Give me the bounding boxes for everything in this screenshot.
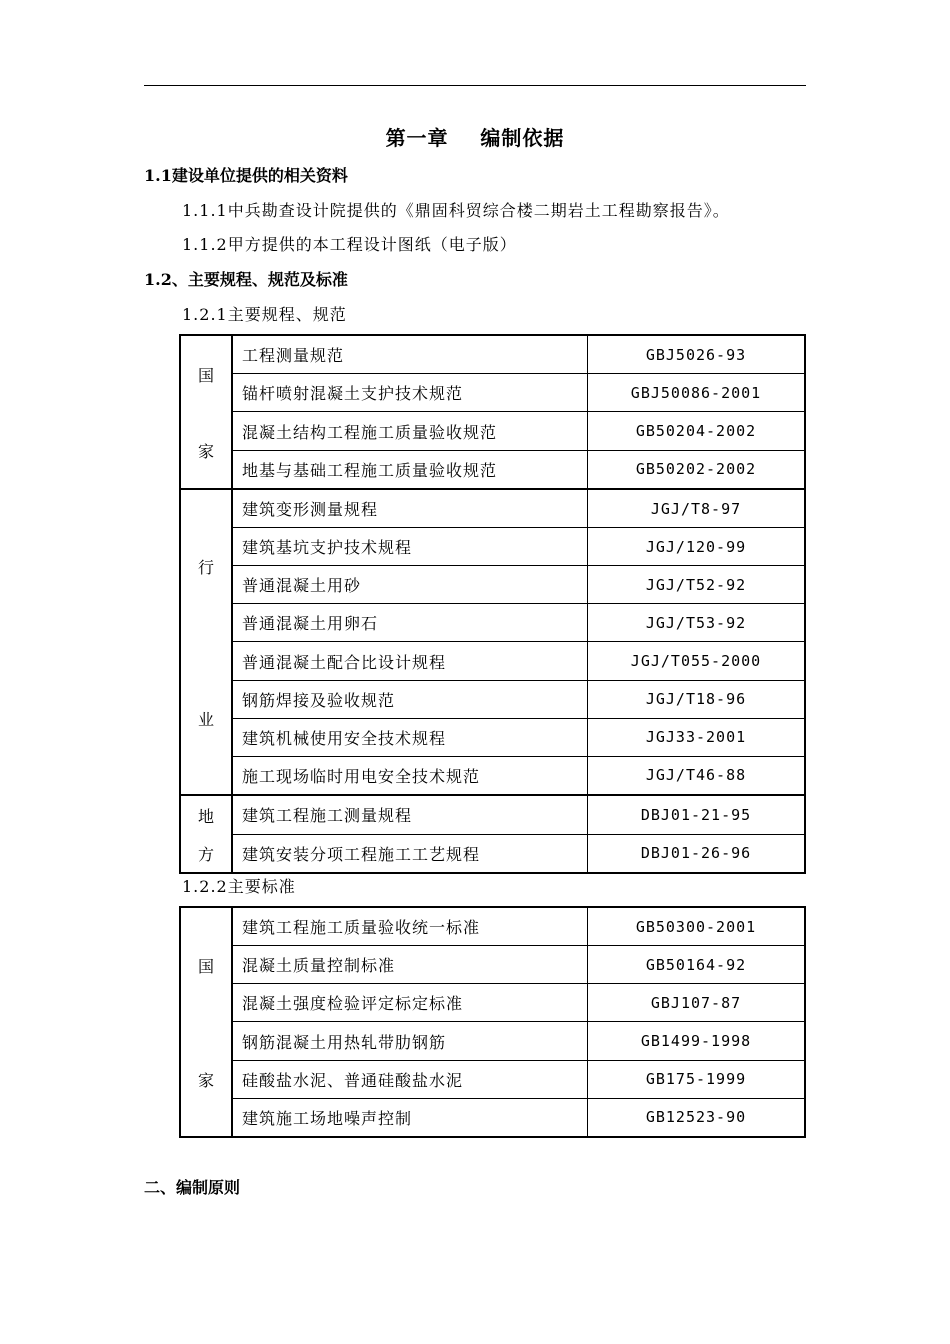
standard-name: 混凝土结构工程施工质量验收规范 [232, 412, 588, 450]
standard-code: JGJ/T8-97 [588, 489, 806, 528]
standard-code: DBJ01-26-96 [588, 834, 806, 873]
standard-name: 硅酸盐水泥、普通硅酸盐水泥 [232, 1060, 588, 1098]
standard-name: 普通混凝土配合比设计规程 [232, 642, 588, 680]
standard-name: 混凝土强度检验评定标定标准 [232, 984, 588, 1022]
standards-table [179, 906, 806, 1138]
chapter-title: 第一章 编制依据 [385, 126, 565, 150]
standard-code: GB50300-2001 [588, 907, 806, 946]
standard-name: 锚杆喷射混凝土支护技术规范 [232, 374, 588, 412]
table-row [180, 680, 805, 718]
standard-code: GB50164-92 [588, 946, 806, 984]
category-cell [180, 795, 232, 873]
standard-code: GB175-1999 [588, 1060, 806, 1098]
category-char: 方 [197, 844, 214, 864]
table-row [180, 756, 805, 795]
standard-name: 建筑安装分项工程施工工艺规程 [232, 834, 588, 873]
table-row [180, 450, 805, 489]
standard-name: 普通混凝土用砂 [232, 566, 588, 604]
table-row [180, 1022, 805, 1060]
standard-code: JGJ/T055-2000 [588, 642, 806, 680]
category-char: 家 [197, 441, 214, 461]
category-cell [180, 335, 232, 489]
subsection-heading-1-2-2: 1.2.2主要标准 [182, 877, 296, 896]
section-heading-1-2: 1.2、主要规程、规范及标准 [144, 270, 348, 289]
table-row [180, 984, 805, 1022]
category-char: 国 [197, 365, 214, 385]
section-heading-1-1: 1.1建设单位提供的相关资料 [144, 166, 348, 185]
category-char: 家 [197, 1070, 214, 1090]
header-rule [144, 85, 806, 86]
standard-code: GBJ5026-93 [588, 335, 806, 374]
section-heading-2: 二、编制原则 [144, 1178, 241, 1197]
table-row [180, 642, 805, 680]
standard-code: JGJ33-2001 [588, 718, 806, 756]
standard-name: 建筑工程施工测量规程 [232, 795, 588, 834]
standard-name: 普通混凝土用卵石 [232, 604, 588, 642]
table-row [180, 335, 805, 374]
standard-code: JGJ/T53-92 [588, 604, 806, 642]
table-row [180, 718, 805, 756]
table-row [180, 528, 805, 566]
standard-code: JGJ/120-99 [588, 528, 806, 566]
standard-code: JGJ/T46-88 [588, 756, 806, 795]
standard-name: 施工现场临时用电安全技术规范 [232, 756, 588, 795]
standard-name: 建筑基坑支护技术规程 [232, 528, 588, 566]
standard-code: GBJ50086-2001 [588, 374, 806, 412]
standard-name: 建筑机械使用安全技术规程 [232, 718, 588, 756]
regulations-table [179, 334, 806, 874]
table-row [180, 795, 805, 834]
standard-code: GB50204-2002 [588, 412, 806, 450]
table-row [180, 604, 805, 642]
table-row [180, 1098, 805, 1137]
subsection-heading-1-2-1: 1.2.1主要规程、规范 [182, 305, 347, 324]
standard-name: 钢筋混凝土用热轧带肋钢筋 [232, 1022, 588, 1060]
table-row [180, 1060, 805, 1098]
table-row [180, 566, 805, 604]
standard-name: 工程测量规范 [232, 335, 588, 374]
paragraph-1-1-2: 1.1.2甲方提供的本工程设计图纸（电子版） [182, 235, 517, 254]
category-char: 地 [197, 806, 214, 826]
table-row [180, 834, 805, 873]
standard-code: DBJ01-21-95 [588, 795, 806, 834]
standard-name: 混凝土质量控制标准 [232, 946, 588, 984]
paragraph-1-1-1: 1.1.1中兵勘查设计院提供的《鼎固科贸综合楼二期岩土工程勘察报告》。 [182, 201, 730, 220]
standard-code: GB50202-2002 [588, 450, 806, 489]
standard-code: JGJ/T18-96 [588, 680, 806, 718]
standard-name: 建筑施工场地噪声控制 [232, 1098, 588, 1137]
standard-name: 钢筋焊接及验收规范 [232, 680, 588, 718]
category-char: 业 [197, 709, 214, 729]
table-row [180, 489, 805, 528]
standard-code: GBJ107-87 [588, 984, 806, 1022]
category-char: 行 [197, 557, 214, 577]
table-row [180, 374, 805, 412]
category-cell [180, 907, 232, 1137]
table-row [180, 907, 805, 946]
standard-code: GB1499-1998 [588, 1022, 806, 1060]
standard-code: JGJ/T52-92 [588, 566, 806, 604]
standard-name: 建筑工程施工质量验收统一标准 [232, 907, 588, 946]
standard-name: 建筑变形测量规程 [232, 489, 588, 528]
standard-name: 地基与基础工程施工质量验收规范 [232, 450, 588, 489]
category-char: 国 [197, 956, 214, 976]
table-row [180, 412, 805, 450]
table-row [180, 946, 805, 984]
standard-code: GB12523-90 [588, 1098, 806, 1137]
category-cell [180, 489, 232, 795]
